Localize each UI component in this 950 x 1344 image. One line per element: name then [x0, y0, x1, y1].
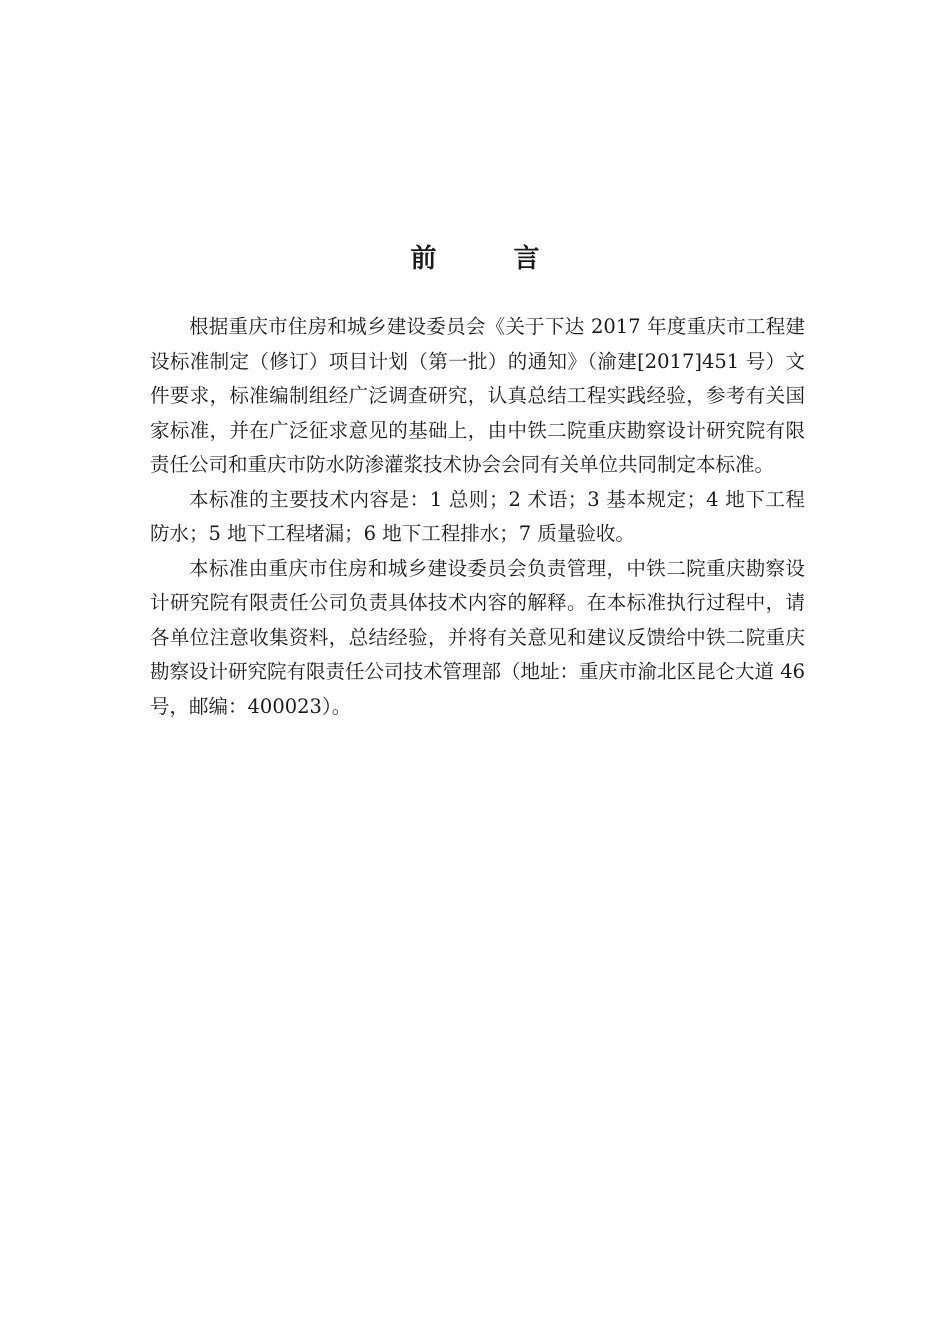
- paragraph-contents: 本标准的主要技术内容是：1 总则；2 术语；3 基本规定；4 地下工程防水；5 地下工程堵漏；6 地下工程排水；7 质量验收。: [150, 487, 805, 545]
- paragraph-management: 本标准由重庆市住房和城乡建设委员会负责管理，中铁二院重庆勘察设计研究院有限责任公司负责具体技术内容的解释。在本标准执行过程中，请各单位注意收集资料，总结经验，并将有关意见和建议反馈给中铁二院重庆勘察设计研究院有限责任公司技术管理部（地址：重庆市渝北区昆仑大道 46 号，邮编：400023）。: [150, 556, 806, 718]
- paragraph-basis: 根据重庆市住房和城乡建设委员会《关于下达 2017 年度重庆市工程建设标准制定（修订）项目计划（第一批）的通知》（渝建[2017]451 号）文件要求，标准编制组经广泛调查研究，认真总结工程实践经验，参考有关国家标准，并在广泛征求意见的基础上，由中铁二院重庆勘察设计研究院有限责任公司和重庆市防水防渗灌浆技术协会会同有关单位共同制定本标准。: [150, 315, 805, 476]
- page-title: 前 言: [410, 244, 574, 275]
- preface-body: [150, 310, 805, 724]
